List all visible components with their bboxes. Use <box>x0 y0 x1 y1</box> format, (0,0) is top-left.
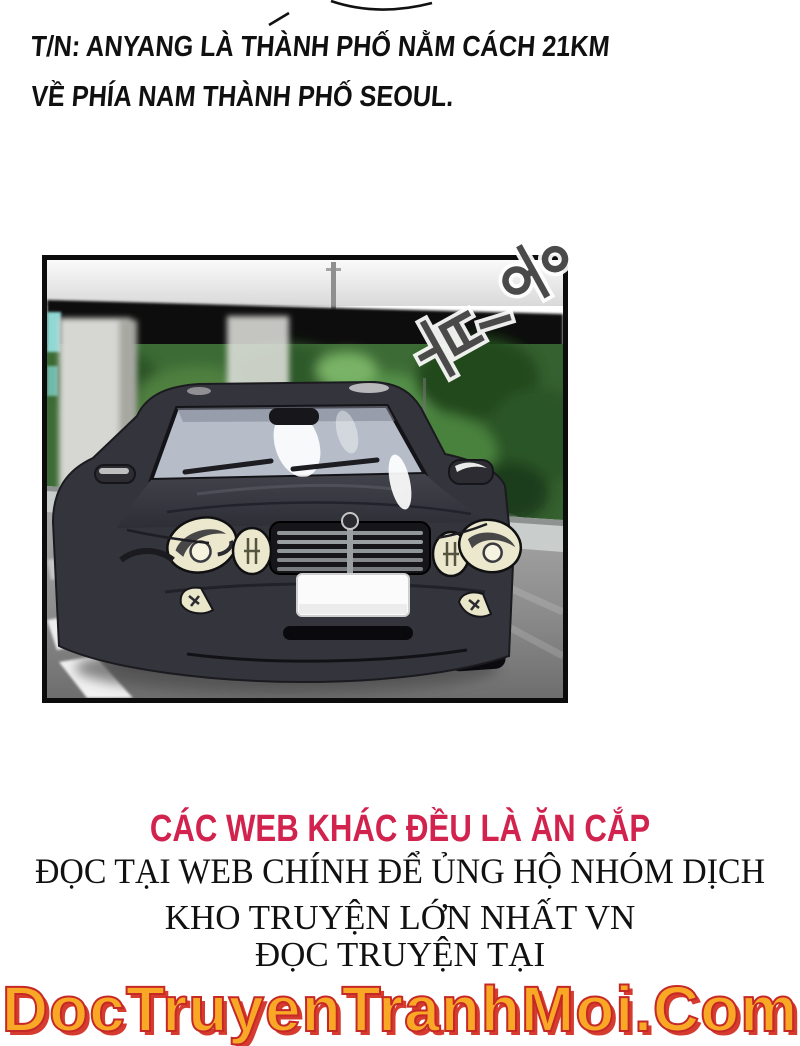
rearview-mirror <box>269 408 319 425</box>
bubble-arc <box>331 1 432 10</box>
hood-emblem <box>342 513 358 529</box>
anti-piracy-warning: CÁC WEB KHÁC ĐỀU LÀ ĂN CẮP <box>149 808 651 850</box>
sfx-vroom <box>396 224 606 374</box>
side-mirror-right <box>449 460 493 484</box>
repo-note: KHO TRUYỆN LỚN NHẤT VN <box>164 898 636 937</box>
roof-highlight <box>349 383 389 393</box>
windshield <box>151 405 425 483</box>
support-note: ĐỌC TẠI WEB CHÍNH ĐỂ ỦNG HỘ NHÓM DỊCH <box>34 851 766 891</box>
side-mirror-left <box>95 465 135 483</box>
translator-note <box>2 22 611 122</box>
sfx-char-bu <box>408 304 488 382</box>
grille <box>270 513 430 574</box>
roof-highlight-2 <box>187 387 211 395</box>
site-watermark: DocTruyenTranhMoi.Com <box>1 973 799 1045</box>
headlight-inner-left <box>233 528 271 574</box>
read-at-note: ĐỌC TRUYỆN TẠI <box>254 935 546 974</box>
license-plate <box>297 574 409 616</box>
hood <box>117 474 487 528</box>
translator-note-line1: T/N: ANYANG LÀ THÀNH PHỐ NẰM CÁCH 21KM <box>29 31 611 63</box>
translator-note-line2: VỀ PHÍA NAM THÀNH PHỐ SEOUL. <box>29 81 455 113</box>
air-intake <box>283 626 413 640</box>
